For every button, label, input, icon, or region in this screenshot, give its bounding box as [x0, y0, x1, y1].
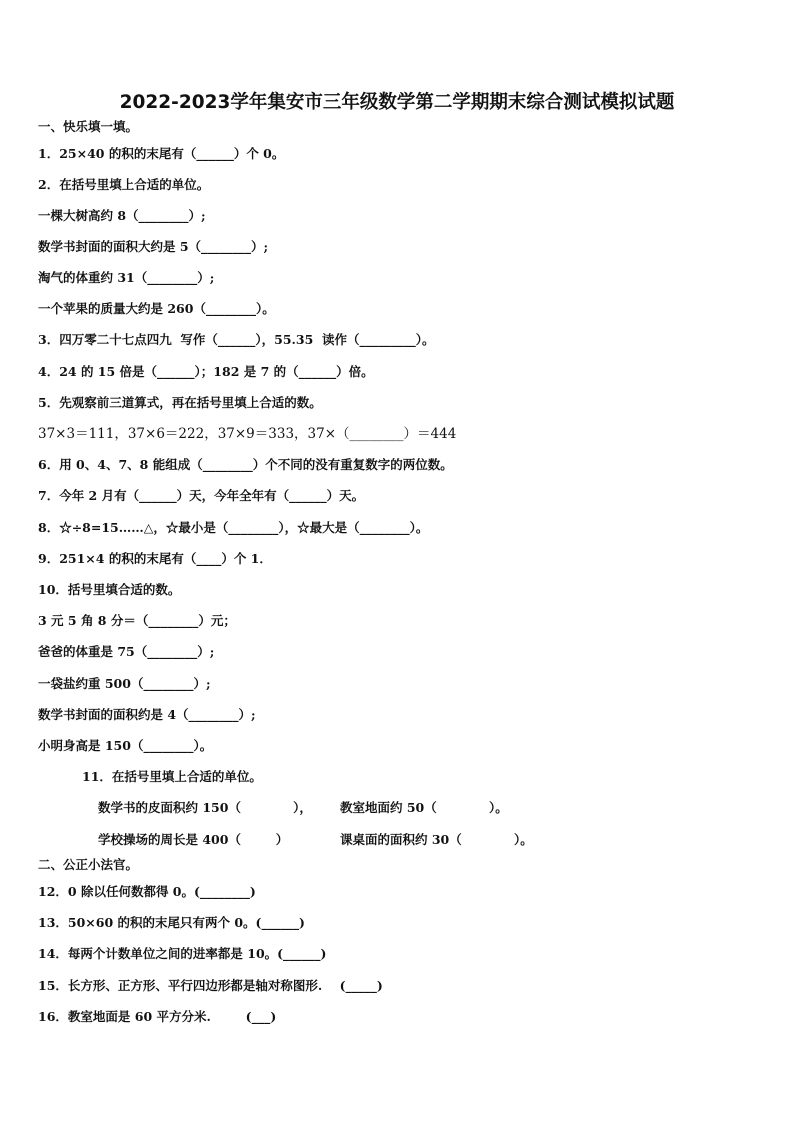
question-2: 2．在括号里填上合适的单位。 — [38, 177, 210, 192]
question-8: 8．☆÷8=15……△，☆最小是（________），☆最大是（________）。 — [38, 520, 429, 535]
question-12: 12．0 除以任何数都得 0。(________) — [38, 884, 256, 899]
question-7: 7．今年 2 月有（______）天，今年全年有（______）天。 — [38, 488, 365, 503]
question-line: 爸爸的体重是 75（________）; — [38, 644, 215, 659]
question-line: 学校操场的周长是 400（ ） — [98, 832, 289, 847]
question-10: 10．括号里填合适的数。 — [38, 582, 181, 597]
question-line: 淘气的体重约 31（________）; — [38, 270, 215, 285]
question-line: 3 元 5 角 8 分＝（________）元； — [38, 613, 236, 628]
question-line: 教室地面约 50（ ）。 — [340, 800, 508, 815]
question-line: 小明身高是 150（________）。 — [38, 738, 213, 753]
section-heading: 二、公正小法官。 — [38, 857, 139, 872]
question-line: 一袋盐约重 500（________）; — [38, 676, 211, 691]
section-heading: 一、快乐填一填。 — [38, 119, 139, 134]
question-5: 5．先观察前三道算式，再在括号里填上合适的数。 — [38, 395, 322, 410]
question-9: 9．251×4 的积的末尾有（____）个 1． — [38, 551, 272, 566]
page-title: 2022-2023学年集安市三年级数学第二学期期末综合测试模拟试题 — [119, 92, 675, 113]
question-6: 6．用 0、4、7、8 能组成（________）个不同的没有重复数字的两位数。 — [38, 457, 453, 472]
question-line: 数学书封面的面积约是 4（________）; — [38, 707, 256, 722]
question-11: 11．在括号里填上合适的单位。 — [82, 769, 262, 784]
question-4: 4．24 的 15 倍是（______）；182 是 7 的（______）倍。 — [38, 364, 374, 379]
question-3: 3．四万零二十七点四九 写作（______），55.35 读作（_________）。 — [38, 332, 435, 347]
question-16: 16．教室地面是 60 平方分米. (___) — [38, 1009, 277, 1024]
question-line: 数学书封面的面积大约是 5（________）; — [38, 239, 269, 254]
question-line: 课桌面的面积约 30（ ）。 — [340, 832, 533, 847]
question-1: 1．25×40 的积的末尾有（______）个 0。 — [38, 146, 285, 161]
question-15: 15．长方形、正方形、平行四边形都是轴对称图形. (_____) — [38, 978, 383, 993]
question-14: 14．每两个计数单位之间的进率都是 10。(______) — [38, 946, 327, 961]
question-13: 13．50×60 的积的末尾只有两个 0。(______) — [38, 915, 305, 930]
equation-line: 37×3＝111，37×6＝222，37×9＝333，37×（________）＝444 — [38, 426, 457, 442]
question-line: 数学书的皮面积约 150（ ）， — [98, 800, 312, 815]
question-line: 一棵大树高约 8（________）; — [38, 208, 206, 223]
question-line: 一个苹果的质量大约是 260（________）。 — [38, 301, 275, 316]
